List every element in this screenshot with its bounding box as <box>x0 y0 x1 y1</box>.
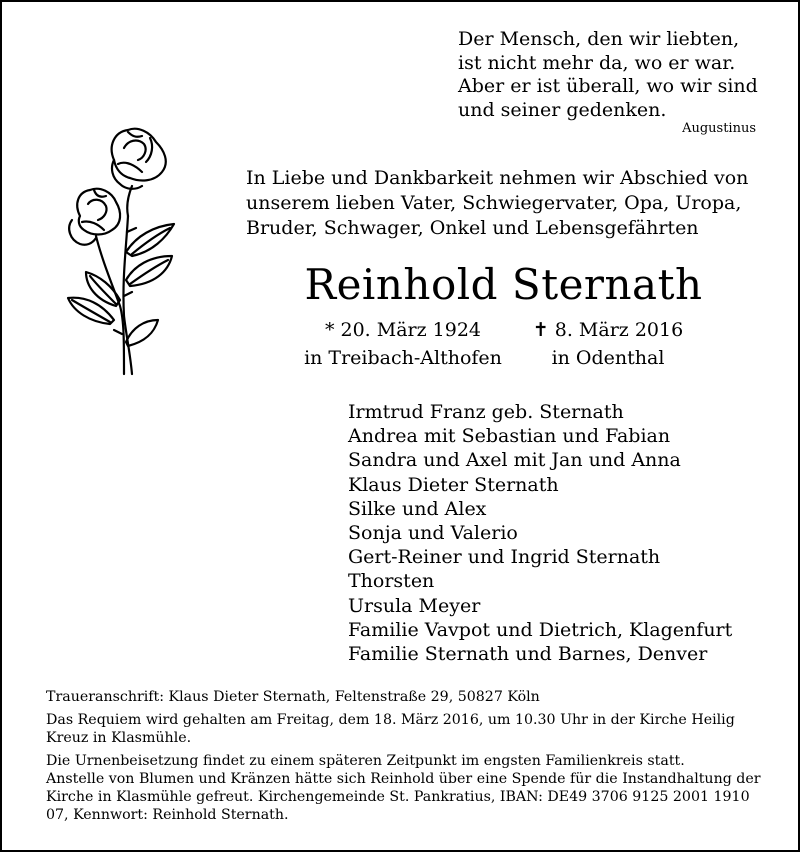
rose-icon <box>52 120 182 380</box>
mourner-item: Irmtrud Franz geb. Sternath <box>348 401 624 423</box>
intro-line: In Liebe und Dankbarkeit nehmen wir Abschied von <box>246 167 749 189</box>
mourner-item: Gert-Reiner und Ingrid Sternath <box>348 546 661 569</box>
funeral-address: Traueranschrift: Klaus Dieter Sternath, Feltenstraße 29, 50827 Köln <box>46 689 540 705</box>
mourner-item: Sandra und Axel mit Jan und Anna <box>348 449 681 472</box>
quote-line: ist nicht mehr da, wo er war. <box>458 51 736 74</box>
quote-line: Aber er ist überall, wo wir sind <box>458 75 758 97</box>
footer-details <box>46 688 762 824</box>
mourner-item: Ursula Meyer <box>348 594 481 617</box>
mourner-item: Thorsten <box>348 570 435 593</box>
mourner-item: Klaus Dieter Sternath <box>348 473 559 496</box>
birth-date: * 20. März 1924 <box>324 319 482 341</box>
mourner-item: Sonja und Valerio <box>348 522 518 545</box>
deceased-name: Reinhold Sternath <box>304 260 703 309</box>
mourners-list <box>348 400 732 666</box>
birth-place: in Treibach-Althofen <box>304 347 502 369</box>
mourner-item: Silke und Alex <box>348 497 487 520</box>
quote <box>458 28 758 122</box>
quote-author: Augustinus <box>682 121 756 136</box>
donation-info: Anstelle von Blumen und Kränzen hätte sich Reinhold über eine Spende für die Instandhaltung der Kirche in Klasmühle gefreut. Kirchengemeinde St. Pankratius, IBAN: DE49 3706 9125 2001 1910 07, Kennwort: Reinhold Sternath. <box>46 771 761 823</box>
mourner-item: Familie Sternath und Barnes, Denver <box>348 643 708 666</box>
death-place: in Odenthal <box>551 347 665 369</box>
quote-line: Der Mensch, den wir liebten, <box>458 28 740 50</box>
intro-line: unserem lieben Vater, Schwiegervater, Opa, Uropa, <box>246 192 742 214</box>
quote-line: und seiner gedenken. <box>458 98 667 121</box>
death-info <box>528 316 688 372</box>
mourner-item: Familie Vavpot und Dietrich, Klagenfurt <box>348 618 733 641</box>
intro-line: Bruder, Schwager, Onkel und Lebensgefährten <box>246 217 699 239</box>
birth-info <box>300 316 506 372</box>
requiem-info: Das Requiem wird gehalten am Freitag, dem 18. März 2016, um 10.30 Uhr in der Kirche Heilig Kreuz in Klasmühle. <box>46 712 735 746</box>
death-date: ✝ 8. März 2016 <box>532 319 684 341</box>
intro-text <box>246 166 748 241</box>
urn-burial-info: Die Urnenbeisetzung findet zu einem späteren Zeitpunkt im engsten Familienkreis statt. <box>46 753 685 769</box>
mourner-item: Andrea mit Sebastian und Fabian <box>348 425 671 448</box>
